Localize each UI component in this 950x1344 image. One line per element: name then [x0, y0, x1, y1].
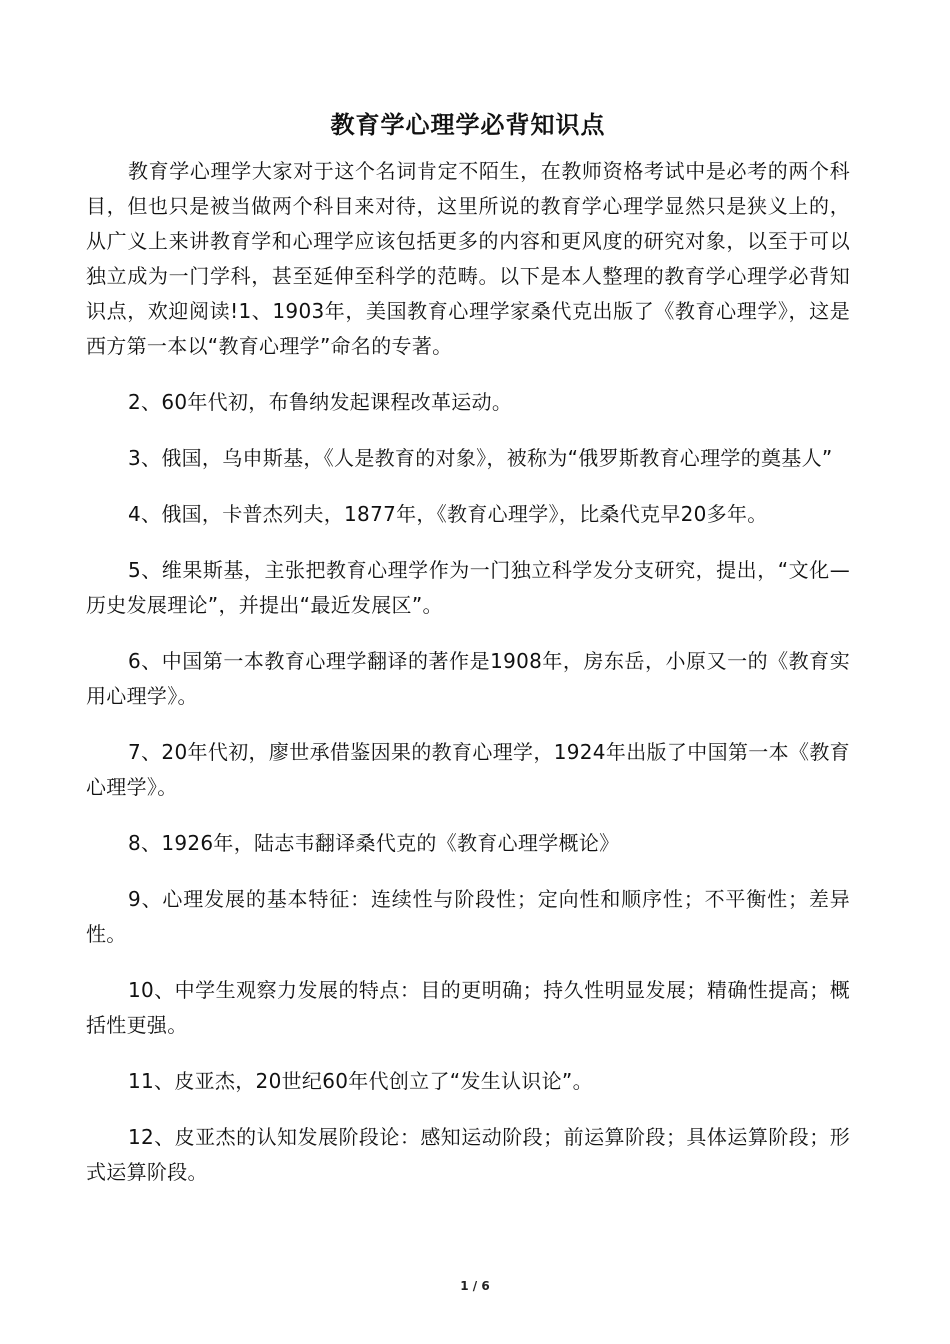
paragraph-item-6: 6、中国第一本教育心理学翻译的著作是1908年，房东岳，小原又一的《教育实用心理学》。	[86, 649, 850, 708]
paragraph-item-7: 7、20年代初，廖世承借鉴因果的教育心理学，1924年出版了中国第一本《教育心理学》。	[86, 740, 850, 799]
paragraph-item-4: 4、俄国，卡普杰列夫，1877年，《教育心理学》，比桑代克早20多年。	[128, 502, 768, 526]
paragraph-item-2: 2、60年代初，布鲁纳发起课程改革运动。	[128, 390, 513, 414]
document-page	[86, 100, 850, 1211]
paragraph-item-9: 9、心理发展的基本特征：连续性与阶段性；定向性和顺序性；不平衡性；差异性。	[86, 887, 850, 946]
page-number: 1 / 6	[460, 1279, 490, 1293]
document-title: 教育学心理学必背知识点	[330, 111, 606, 139]
paragraph-item-5: 5、维果斯基，主张把教育心理学作为一门独立科学发分支研究，提出，“文化—历史发展理论”，并提出“最近发展区”。	[86, 558, 850, 617]
paragraph-item-10: 10、中学生观察力发展的特点：目的更明确；持久性明显发展；精确性提高；概括性更强。	[86, 978, 850, 1037]
paragraph-item-8: 8、1926年，陆志韦翻译桑代克的《教育心理学概论》	[128, 831, 620, 855]
paragraph-item-12: 12、皮亚杰的认知发展阶段论：感知运动阶段；前运算阶段；具体运算阶段；形式运算阶段。	[86, 1125, 850, 1184]
paragraph-item-3: 3、俄国，乌申斯基，《人是教育的对象》，被称为“俄罗斯教育心理学的奠基人”	[128, 446, 833, 470]
paragraph-intro: 教育学心理学大家对于这个名词肯定不陌生，在教师资格考试中是必考的两个科目，但也只是被当做两个科目来对待，这里所说的教育学心理学显然只是狭义上的，从广义上来讲教育学和心理学应该包括更多的内容和更风度的研究对象，以至于可以独立成为一门学科，甚至延伸至科学的范畴。以下是本人整理的教育学心理学必背知识点，欢迎阅读!1、1903年，美国教育心理学家桑代克出版了《教育心理学》，这是西方第一本以“教育心理学”命名的专著。	[86, 159, 850, 358]
paragraph-item-11: 11、皮亚杰，20世纪60年代创立了“发生认识论”。	[128, 1069, 593, 1093]
